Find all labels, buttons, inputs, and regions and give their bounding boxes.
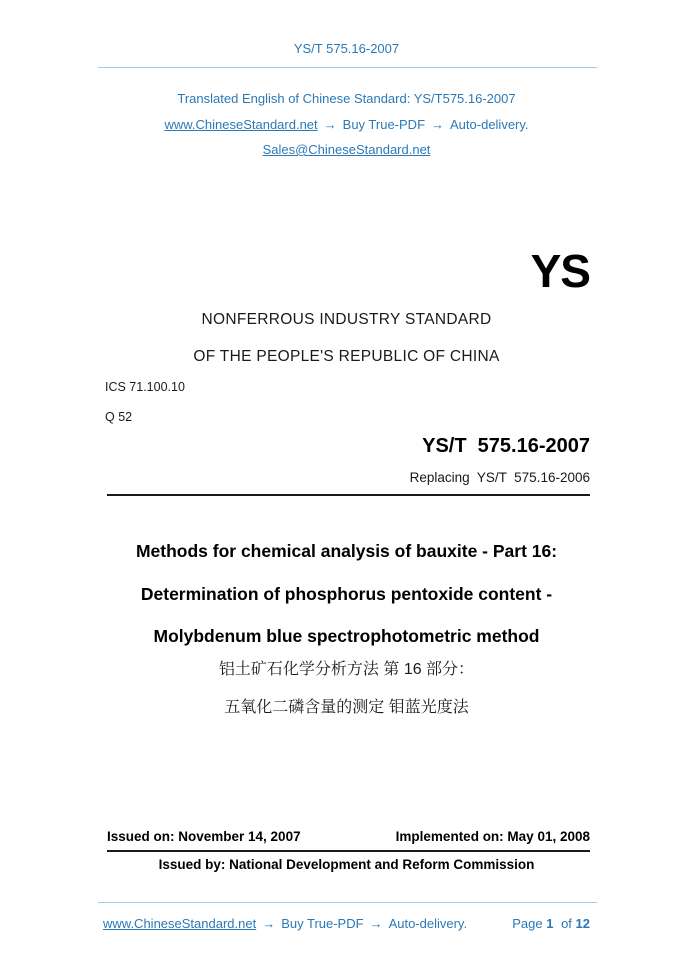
title-zh-line1: 铝土矿石化学分析方法 第 16 部分： [218, 661, 475, 678]
translated-standard-line: Translated English of Chinese Standard: YS/T575.16-2007 [177, 91, 516, 106]
running-header-doc-code: YS/T 575.16-2007 [293, 41, 400, 56]
issuance-dates-row [107, 829, 590, 844]
ics-code: ICS 71.100.10 [105, 380, 185, 394]
footer-nav-line [103, 916, 467, 931]
sales-email-line [0, 142, 693, 157]
header-nav-line [0, 117, 693, 132]
org-name-line1: NONFERROUS INDUSTRY STANDARD [201, 311, 492, 328]
title-zh-line2: 五氧化二磷含量的测定 钼蓝光度法 [224, 699, 469, 716]
page-current: 1 [546, 916, 554, 931]
footer-site-link[interactable]: www.ChineseStandard.net [103, 916, 257, 931]
auto-delivery-text: Auto-delivery. [450, 117, 529, 132]
org-name-line2: OF THE PEOPLE'S REPUBLIC OF CHINA [193, 348, 500, 365]
buy-pdf-text: Buy True-PDF [342, 117, 426, 132]
arrow-icon: → [431, 117, 445, 132]
footer-divider [98, 902, 597, 903]
title-divider [107, 494, 590, 496]
page-total: 12 [575, 916, 590, 931]
footer-auto-delivery-text: Auto-delivery. [388, 916, 468, 931]
replacing-note: Replacing YS/T 575.16-2006 [409, 470, 590, 485]
site-link[interactable]: www.ChineseStandard.net [164, 117, 318, 132]
page-label: Page [512, 916, 543, 931]
title-en-line2: Determination of phosphorus pentoxide content - [140, 584, 553, 604]
arrow-icon: → [262, 916, 276, 931]
issuance-divider [107, 850, 590, 852]
footer-buy-pdf-text: Buy True-PDF [281, 916, 364, 931]
of-label: of [561, 916, 572, 931]
issued-on-date: Issued on: November 14, 2007 [107, 829, 301, 844]
title-en-line3: Molybdenum blue spectrophotometric method [153, 626, 540, 646]
standard-number: YS/T 575.16-2007 [422, 435, 590, 457]
arrow-icon: → [369, 916, 383, 931]
issued-by-line: Issued by: National Development and Reform Commission [158, 857, 535, 872]
title-en-line1: Methods for chemical analysis of bauxite - Part 16: [135, 541, 558, 561]
page-indicator [512, 916, 590, 931]
sales-email-link[interactable]: Sales@ChineseStandard.net [262, 142, 431, 157]
classification-code: Q 52 [105, 410, 133, 424]
implemented-on-date: Implemented on: May 01, 2008 [395, 829, 590, 844]
header-divider [98, 67, 597, 68]
ys-logo: YS [530, 245, 590, 297]
arrow-icon: → [323, 117, 337, 132]
footer-row [103, 916, 590, 931]
